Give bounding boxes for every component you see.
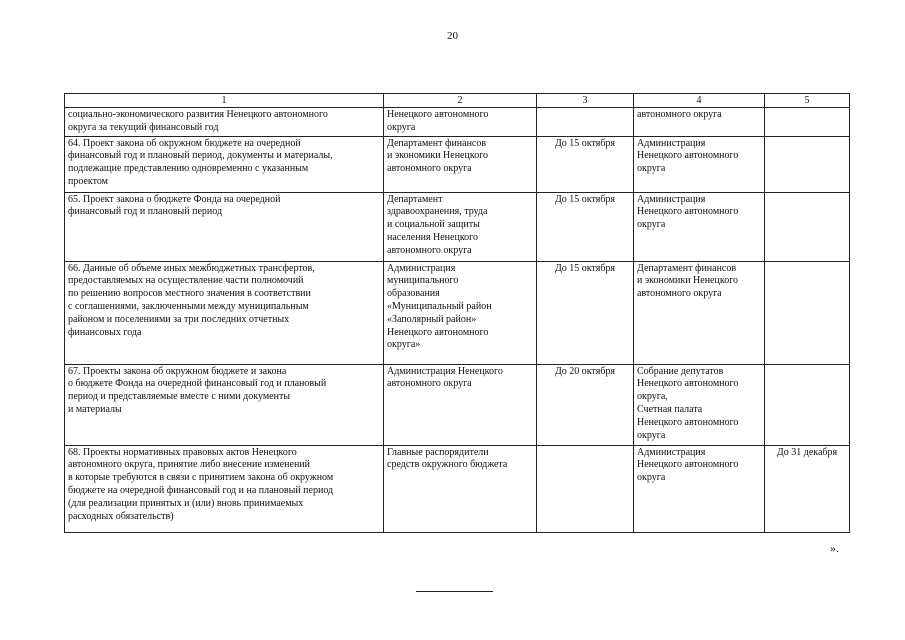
cell-col-2: [384, 445, 537, 532]
cell-col-5: [765, 108, 850, 137]
cell-line: Департамент: [387, 193, 443, 205]
cell-col-1: [65, 192, 384, 261]
cell-line: по решению вопросов местного значения в соответствии: [68, 288, 311, 300]
cell-line: и материалы: [68, 403, 122, 415]
cell-col-2: [384, 261, 537, 364]
cell-line: округа,: [637, 391, 668, 403]
cell-col-4: [634, 192, 765, 261]
header-col-5: 5: [765, 94, 850, 108]
cell-col-5: [765, 364, 850, 445]
cell-line: финансовый год и плановый период: [68, 206, 223, 218]
cell-line: муниципального: [387, 275, 459, 287]
table-row: [65, 192, 850, 261]
cell-col-3: [537, 136, 634, 192]
page-number: 20: [447, 30, 458, 42]
cell-col-4: [634, 364, 765, 445]
cell-line: расходных обязательств): [68, 510, 174, 522]
closing-quote: ».: [830, 541, 839, 555]
cell-col-4: [634, 108, 765, 137]
cell-line: Главные распорядители: [387, 446, 489, 458]
cell-line: округа: [637, 472, 666, 484]
cell-col-3: [537, 192, 634, 261]
cell-line: 65. Проект закона о бюджете Фонда на очередной: [68, 193, 281, 205]
cell-col-4: [634, 261, 765, 364]
cell-line: округа»: [387, 339, 421, 351]
cell-col-2: [384, 136, 537, 192]
header-row: [65, 94, 850, 108]
cell-line: Ненецкого автономного: [637, 378, 739, 390]
cell-line: округа: [637, 429, 666, 441]
header-col-2: 2: [384, 94, 537, 108]
cell-col-3: [537, 108, 634, 137]
footer-rule: [416, 591, 493, 592]
cell-col-1: [65, 445, 384, 532]
cell-line: социально-экономического развития Ненецкого автономного: [68, 109, 328, 120]
cell-line: «Заполярный район»: [387, 313, 477, 325]
cell-line: Администрация: [637, 446, 706, 458]
cell-line: 67. Проекты закона об окружном бюджете и закона: [68, 365, 287, 377]
table-row: [65, 445, 850, 532]
header-col-1: 1: [65, 94, 384, 108]
cell-col-3: [537, 261, 634, 364]
cell-col-5: [765, 261, 850, 364]
cell-line: До 31 декабря: [776, 446, 838, 458]
cell-col-2: [384, 192, 537, 261]
cell-line: «Муниципальный район: [387, 300, 492, 312]
cell-line: Департамент финансов: [387, 137, 487, 149]
cell-line: округа: [637, 219, 666, 231]
cell-line: 64. Проект закона об окружном бюджете на очередной: [68, 137, 301, 149]
cell-line: бюджете на очередной финансовый год и на плановый период: [68, 484, 334, 496]
cell-col-4: [634, 445, 765, 532]
table-row: [65, 261, 850, 364]
cell-line: образования: [387, 288, 440, 300]
header-col-4: 4: [634, 94, 765, 108]
cell-line: проектом: [68, 175, 109, 187]
cell-line: финансовых года: [68, 326, 142, 338]
cell-line: До 15 октября: [554, 193, 616, 205]
cell-col-1: [65, 108, 384, 137]
table-row: [65, 108, 850, 137]
cell-line: подлежащие представлению одновременно с указанным: [68, 163, 309, 175]
cell-line: До 20 октября: [554, 365, 616, 377]
cell-line: автономного округа: [637, 288, 722, 300]
cell-col-5: [765, 445, 850, 532]
cell-col-3: [537, 364, 634, 445]
cell-line: Администрация: [637, 137, 706, 149]
cell-line: автономного округа: [387, 244, 472, 256]
cell-line: Администрация: [387, 262, 456, 274]
cell-line: Ненецкого автономного: [637, 206, 739, 218]
cell-line: Ненецкого автономного: [387, 109, 489, 120]
cell-col-2: [384, 364, 537, 445]
cell-col-1: [65, 364, 384, 445]
cell-line: Ненецкого автономного: [637, 459, 739, 471]
cell-line: автономного округа: [387, 378, 472, 390]
cell-col-5: [765, 192, 850, 261]
header-col-3: 3: [537, 94, 634, 108]
cell-line: районом и поселениями за три последних отчетных: [68, 313, 290, 325]
cell-line: Администрация Ненецкого: [387, 365, 503, 377]
cell-line: предоставляемых на осуществление части полномочий: [68, 275, 304, 287]
cell-line: о бюджете Фонда на очередной финансовый год и плановый: [68, 378, 327, 390]
cell-line: Администрация: [637, 193, 706, 205]
cell-line: округа: [637, 163, 666, 175]
cell-line: населения Ненецкого: [387, 231, 479, 243]
cell-col-3: [537, 445, 634, 532]
cell-line: и социальной защиты: [387, 219, 480, 231]
cell-line: период и представляемые вместе с ними документы: [68, 391, 291, 403]
cell-line: и экономики Ненецкого: [637, 275, 739, 287]
cell-line: Департамент финансов: [637, 262, 737, 274]
cell-line: Собрание депутатов: [637, 365, 724, 377]
cell-line: Счетная палата: [637, 403, 703, 415]
cell-line: До 15 октября: [554, 137, 616, 149]
cell-line: средств окружного бюджета: [387, 459, 508, 471]
cell-line: округа: [387, 121, 416, 133]
cell-line: Ненецкого автономного: [387, 326, 489, 338]
cell-line: (для реализации принятых и (или) вновь принимаемых: [68, 497, 304, 509]
cell-line: 68. Проекты нормативных правовых актов Ненецкого: [68, 446, 297, 458]
cell-col-1: [65, 261, 384, 364]
cell-line: 66. Данные об объеме иных межбюджетных трансфертов,: [68, 262, 315, 274]
cell-line: округа за текущий финансовый год: [68, 121, 219, 133]
cell-line: До 15 октября: [554, 262, 616, 274]
cell-col-5: [765, 136, 850, 192]
cell-line: и экономики Ненецкого: [387, 150, 489, 162]
cell-line: автономного округа: [637, 109, 722, 120]
schedule-table: [64, 93, 850, 533]
cell-line: в которые требуются в связи с принятием закона об окружном: [68, 472, 334, 484]
cell-line: финансовый год и плановый период, документы и материалы,: [68, 150, 333, 162]
table-body: [65, 108, 850, 533]
cell-col-1: [65, 136, 384, 192]
cell-line: здравоохранения, труда: [387, 206, 488, 218]
cell-line: с соглашениями, заключенными между муниципальным: [68, 300, 309, 312]
table-row: [65, 136, 850, 192]
cell-col-4: [634, 136, 765, 192]
cell-line: автономного округа, принятие либо внесение изменений: [68, 459, 311, 471]
cell-line: Ненецкого автономного: [637, 416, 739, 428]
cell-col-2: [384, 108, 537, 137]
cell-line: автономного округа: [387, 163, 472, 175]
cell-line: Ненецкого автономного: [637, 150, 739, 162]
table-row: [65, 364, 850, 445]
